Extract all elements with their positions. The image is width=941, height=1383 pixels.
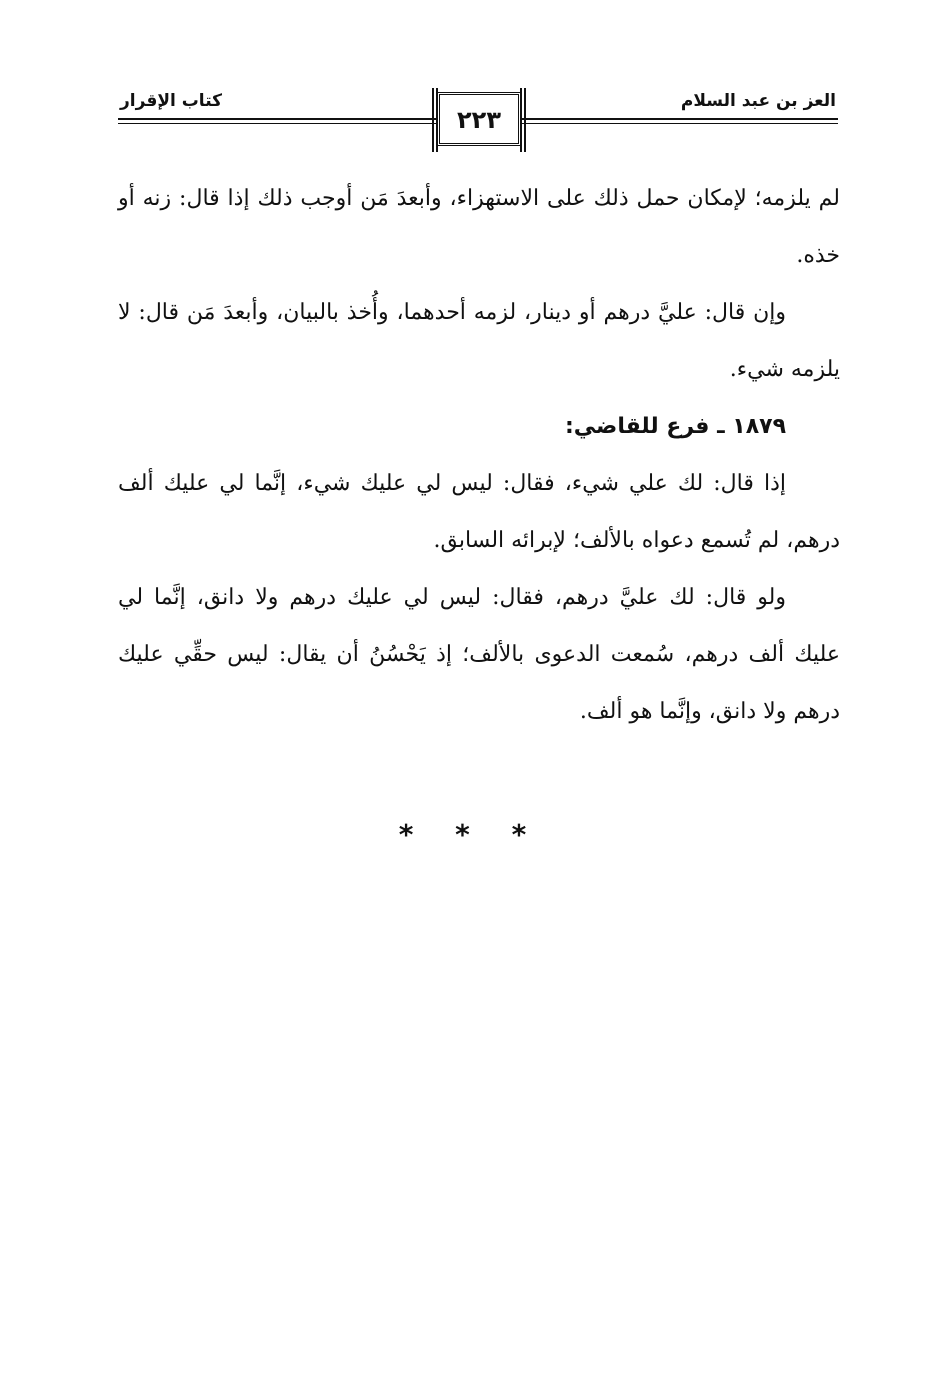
page-number-frame: [437, 92, 521, 146]
paragraph: ولو قال: لك عليَّ درهم، فقال: ليس لي عليك درهم ولا دانق، إنَّما لي عليك ألف درهم، سُمعت الدعوى بالألف؛ إذ يَحْسُنُ أن يقال: ليس حقِّي عليك درهم ولا دانق، وإنَّما هو ألف.: [118, 585, 840, 724]
running-header: [118, 90, 838, 154]
paragraph: وإن قال: عليَّ درهم أو دينار، لزمه أحدهما، وأُخذ بالبيان، وأبعدَ مَن قال: لا يلزمه شيء.: [118, 300, 840, 382]
paragraph: لم يلزمه؛ لإمكان حمل ذلك على الاستهزاء، وأبعدَ مَن أوجب ذلك إذا قال: زنه أو خذه.: [118, 186, 840, 268]
section-heading: ١٨٧٩ ـ فرع للقاضي:: [565, 414, 786, 439]
author-name: العز بن عبد السلام: [680, 91, 836, 111]
book-title: كتاب الإقرار: [120, 91, 223, 111]
page-body: [118, 170, 840, 740]
page-number: ٢٢٣: [457, 106, 501, 134]
section-separator: * * *: [398, 818, 543, 851]
paragraph: إذا قال: لك علي شيء، فقال: ليس لي عليك شيء، إنَّما لي عليك ألف درهم، لم تُسمع دعواه بالألف؛ لإبرائه السابق.: [118, 471, 840, 553]
